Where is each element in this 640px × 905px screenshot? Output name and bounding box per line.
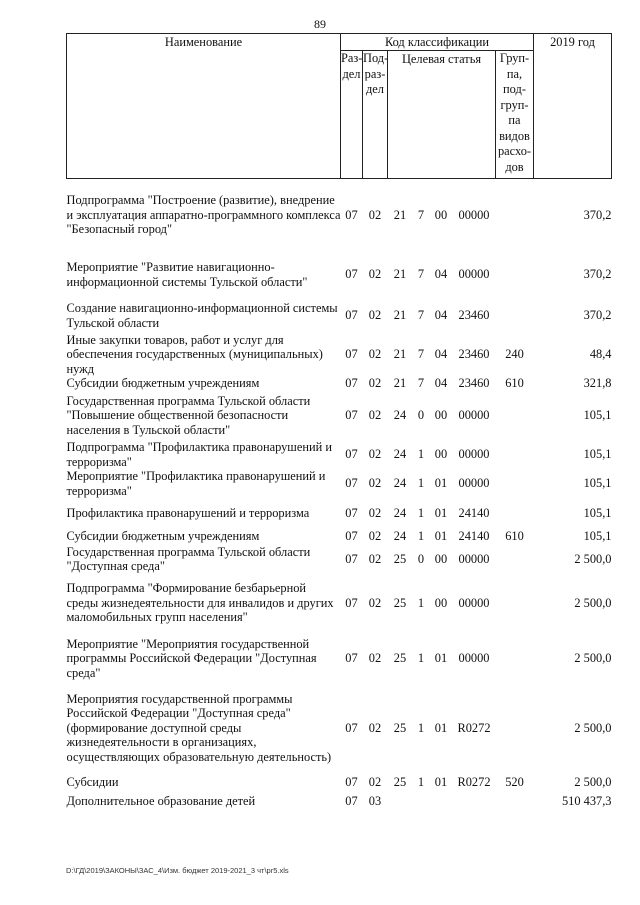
- row-target-1: 24: [393, 476, 407, 491]
- row-section: 07: [345, 447, 358, 462]
- header-section: Раз-дел: [341, 51, 363, 179]
- row-target-2: 1: [417, 529, 425, 544]
- row-target-4: 00000: [458, 267, 490, 282]
- row-target-3: 01: [434, 476, 448, 491]
- row-amount: 2 500,0: [574, 775, 612, 790]
- row-subsection: 02: [368, 651, 382, 666]
- row-section: 07: [345, 506, 358, 521]
- row-subsection: 02: [368, 720, 382, 735]
- row-section: 07: [345, 207, 358, 222]
- row-section: 07: [345, 595, 358, 610]
- row-subsection: 02: [368, 347, 382, 361]
- row-subsection: 02: [368, 408, 382, 423]
- row-target-1: 24: [393, 529, 407, 544]
- row-target-3: 01: [434, 775, 448, 790]
- row-target-1: 21: [393, 207, 407, 222]
- row-name: Профилактика правонарушений и терроризма: [66, 506, 310, 521]
- row-target-3: 01: [434, 506, 448, 521]
- row-target-4: 23460: [458, 347, 490, 361]
- table-row: [67, 376, 612, 391]
- row-target-3: 04: [434, 376, 448, 391]
- row-target-2: 1: [417, 651, 425, 666]
- table-row: [67, 498, 612, 529]
- table-row: [67, 544, 612, 574]
- row-section: 07: [345, 408, 358, 423]
- row-subsection: 03: [368, 794, 382, 809]
- row-target-4: 23460: [458, 308, 490, 323]
- table-body: [67, 179, 612, 810]
- row-target-4: 00000: [458, 551, 490, 566]
- row-name: Мероприятие "Развитие навигационно-информационной системы Тульской области": [66, 260, 308, 289]
- row-target-3: 00: [434, 447, 448, 462]
- row-group: 610: [505, 376, 524, 391]
- row-target-4: R0272: [457, 775, 491, 790]
- row-amount: 370,2: [583, 267, 612, 282]
- row-target-4: 23460: [458, 376, 490, 391]
- row-group: [496, 498, 534, 529]
- row-target-2: 7: [417, 308, 425, 323]
- table-row: [67, 391, 612, 440]
- header-year: 2019 год: [534, 34, 612, 179]
- row-subsection: 02: [368, 476, 382, 491]
- row-target-4: 00000: [458, 595, 490, 610]
- row-target-4: [453, 794, 496, 809]
- row-subsection: 02: [368, 308, 382, 323]
- row-name: Создание навигационно-информационной системы Тульской области: [66, 301, 338, 330]
- row-amount: 2 500,0: [574, 651, 612, 666]
- row-subsection: 02: [368, 551, 382, 566]
- row-amount: 48,4: [589, 347, 612, 361]
- row-target-2: 1: [417, 775, 425, 790]
- row-target-4: 24140: [458, 529, 490, 544]
- row-group: [496, 251, 534, 299]
- row-group: [496, 574, 534, 632]
- row-section: 07: [345, 308, 358, 323]
- row-subsection: 02: [368, 376, 382, 391]
- row-name: Мероприятие "Мероприятия государственной программы Российской Федерации "Доступная среда": [66, 636, 317, 680]
- row-amount: 321,8: [583, 376, 612, 391]
- row-target-2: 1: [417, 476, 425, 491]
- footer-path: D:\ГД\2019\ЗАКОНЫ\ЗАС_4\Изм. бюджет 2019-2021_3 чт\pr5.xls: [66, 866, 289, 875]
- row-target-1: 21: [393, 347, 407, 361]
- row-section: 07: [345, 551, 358, 566]
- row-amount: 105,1: [583, 529, 612, 544]
- row-target-3: [430, 794, 453, 809]
- row-section: 07: [345, 775, 358, 790]
- table-row: [67, 469, 612, 498]
- table-row: [67, 529, 612, 544]
- table-row: [67, 632, 612, 685]
- row-target-3: 01: [434, 651, 448, 666]
- row-group: [496, 299, 534, 333]
- row-group: [496, 469, 534, 498]
- row-amount: 105,1: [583, 447, 612, 462]
- row-name: Субсидии: [66, 775, 119, 790]
- row-amount: 105,1: [583, 506, 612, 521]
- table-row: [67, 574, 612, 632]
- row-group: [496, 685, 534, 771]
- row-section: 07: [345, 267, 358, 282]
- header-name: Наименование: [67, 34, 341, 179]
- row-name: Мероприятия государственной программы Российской Федерации "Доступная среда" (формирование доступной среды жизнедеятельности в организациях, осуществляющих образовательную деятельность): [66, 691, 332, 764]
- row-target-2: 0: [417, 408, 425, 423]
- row-target-1: 24: [393, 408, 407, 423]
- row-subsection: 02: [368, 775, 382, 790]
- row-target-1: 25: [393, 551, 407, 566]
- row-name: Субсидии бюджетным учреждениям: [66, 529, 260, 544]
- row-target-4: R0272: [457, 720, 491, 735]
- row-target-3: 00: [434, 595, 448, 610]
- row-target-2: 7: [417, 207, 425, 222]
- table-row: [67, 333, 612, 377]
- row-target-1: 25: [393, 775, 407, 790]
- row-section: 07: [345, 529, 358, 544]
- budget-table: [66, 33, 612, 809]
- row-group: [496, 794, 534, 809]
- row-amount: 105,1: [583, 476, 612, 491]
- row-target-1: 24: [393, 506, 407, 521]
- row-target-3: 04: [434, 308, 448, 323]
- row-target-4: 00000: [458, 408, 490, 423]
- row-target-4: 00000: [458, 476, 490, 491]
- row-group: 520: [505, 775, 524, 790]
- row-target-1: 25: [393, 651, 407, 666]
- row-subsection: 02: [368, 447, 382, 462]
- row-target-2: 0: [417, 551, 425, 566]
- row-target-2: 1: [417, 720, 425, 735]
- row-target-3: 01: [434, 529, 448, 544]
- row-amount: 2 500,0: [574, 720, 612, 735]
- row-amount: 370,2: [583, 308, 612, 323]
- row-amount: 2 500,0: [574, 551, 612, 566]
- row-subsection: 02: [368, 207, 382, 222]
- row-target-1: 24: [393, 447, 407, 462]
- row-name: Субсидии бюджетным учреждениям: [66, 376, 260, 391]
- row-target-4: 00000: [458, 651, 490, 666]
- row-amount: 370,2: [583, 207, 612, 222]
- row-target-3: 01: [434, 720, 448, 735]
- row-target-3: 04: [434, 347, 448, 361]
- row-target-2: 1: [417, 595, 425, 610]
- table-row: [67, 179, 612, 251]
- row-name: Подпрограмма "Профилактика правонарушений и терроризма": [66, 440, 332, 469]
- row-target-4: 00000: [458, 447, 490, 462]
- row-section: 07: [345, 794, 358, 809]
- row-target-2: 7: [417, 347, 425, 361]
- row-target-3: 00: [434, 408, 448, 423]
- row-target-1: 21: [393, 376, 407, 391]
- row-group: [496, 440, 534, 469]
- table-row: [67, 794, 612, 809]
- row-amount: 2 500,0: [574, 595, 612, 610]
- row-section: 07: [345, 476, 358, 491]
- table-row: [67, 251, 612, 299]
- row-target-2: 1: [417, 506, 425, 521]
- row-target-2: 1: [417, 447, 425, 462]
- row-group: [496, 544, 534, 574]
- table-row: [67, 440, 612, 469]
- row-subsection: 02: [368, 506, 382, 521]
- row-target-1: [388, 794, 413, 809]
- row-group: [496, 632, 534, 685]
- row-section: 07: [345, 347, 358, 361]
- row-name: Подпрограмма "Построение (развитие), внедрение и эксплуатация аппаратно-программного комплекса "Безопасный город": [66, 193, 341, 236]
- header-subsection: Под-раз-дел: [363, 51, 388, 179]
- row-amount: 105,1: [583, 408, 612, 423]
- table-row: [67, 299, 612, 333]
- header-classification: Код классификации: [341, 34, 534, 51]
- row-target-2: 7: [417, 376, 425, 391]
- row-target-3: 00: [434, 207, 448, 222]
- table-row: [67, 771, 612, 794]
- row-target-1: 25: [393, 720, 407, 735]
- row-target-1: 25: [393, 595, 407, 610]
- row-subsection: 02: [368, 529, 382, 544]
- row-name: Подпрограмма "Формирование безбарьерной среды жизнедеятельности для инвалидов и других маломобильных групп населения": [66, 581, 334, 625]
- row-target-2: [413, 794, 430, 809]
- table-header: [67, 34, 612, 179]
- row-name: Дополнительное образование детей: [66, 794, 256, 809]
- row-group: [496, 391, 534, 440]
- row-section: 07: [345, 376, 358, 391]
- row-target-1: 21: [393, 267, 407, 282]
- row-name: Мероприятие "Профилактика правонарушений и терроризма": [66, 469, 326, 498]
- row-target-2: 7: [417, 267, 425, 282]
- row-subsection: 02: [368, 267, 382, 282]
- row-amount: 510 437,3: [561, 794, 612, 809]
- table-row: [67, 685, 612, 771]
- row-name: Государственная программа Тульской области "Доступная среда": [66, 544, 311, 573]
- row-group: 240: [505, 347, 524, 361]
- row-section: 07: [345, 720, 358, 735]
- row-target-4: 24140: [458, 506, 490, 521]
- row-subsection: 02: [368, 595, 382, 610]
- row-target-3: 00: [434, 551, 448, 566]
- header-group: Груп-па, под-груп-па видов расхо-дов: [496, 51, 534, 179]
- row-target-4: 00000: [458, 207, 490, 222]
- row-target-1: 21: [393, 308, 407, 323]
- row-section: 07: [345, 651, 358, 666]
- page-number: 89: [314, 17, 326, 31]
- row-name: Иные закупки товаров, работ и услуг для обеспечения государственных (муниципальных) нужд: [66, 332, 323, 376]
- row-target-3: 04: [434, 267, 448, 282]
- row-name: Государственная программа Тульской области "Повышение общественной безопасности населения в Тульской области": [66, 393, 311, 437]
- row-group: 610: [505, 529, 524, 544]
- row-group: [496, 179, 534, 251]
- header-target-article: Целевая статья: [388, 51, 496, 179]
